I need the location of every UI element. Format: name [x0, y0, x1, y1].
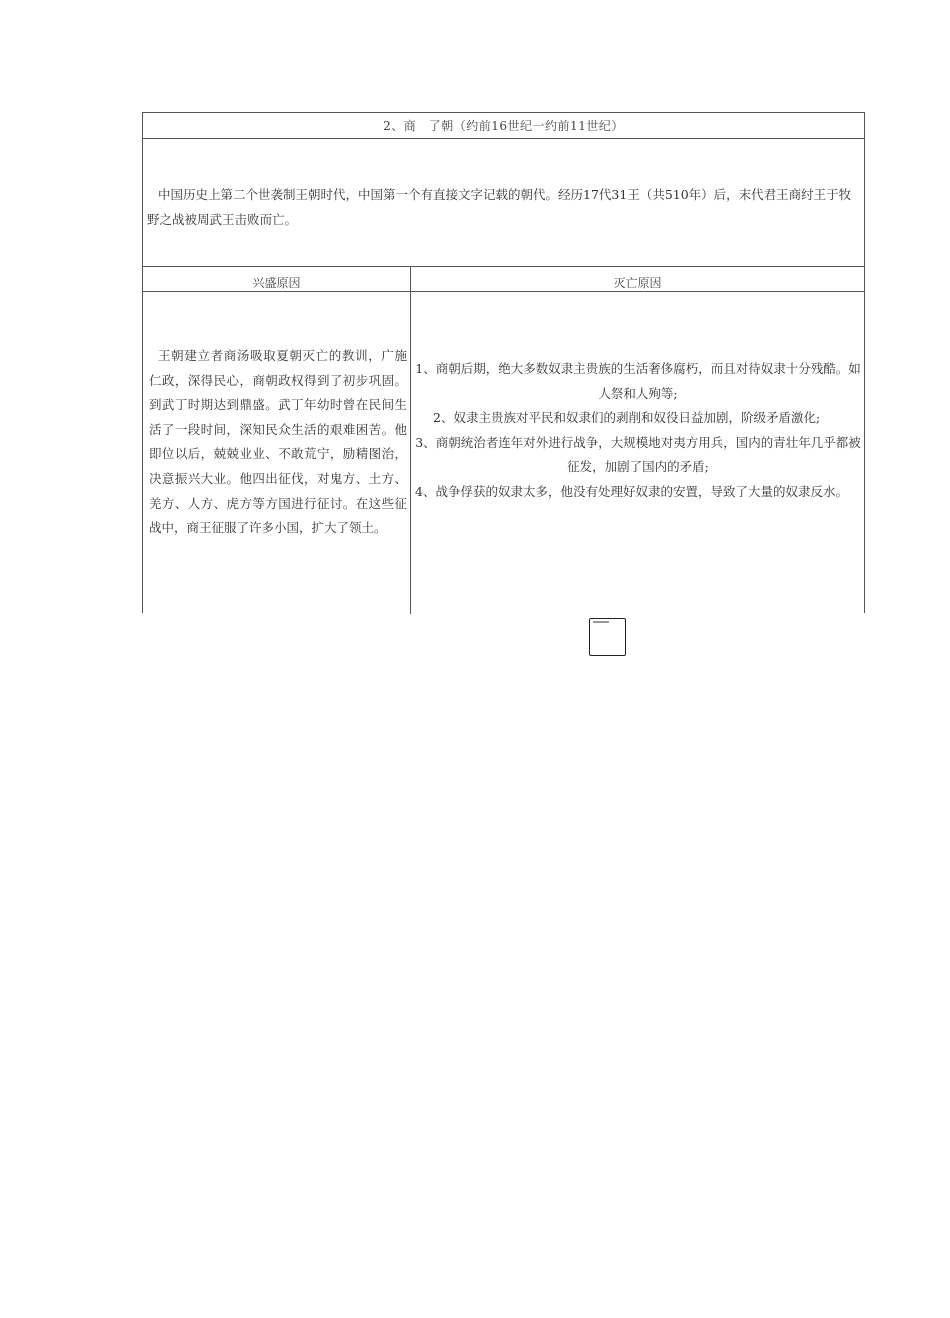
intro-cell	[143, 139, 864, 267]
fall-reason-item: 1、商朝后期，绝大多数奴隶主贵族的生活奢侈腐朽，而且对待奴隶十分残酷。如人祭和人殉等;	[415, 361, 861, 401]
fall-reason-item: 3、商朝统治者连年对外进行战争，大规模地对夷方用兵，国内的青壮年几乎都被征发，加剧了国内的矛盾;	[415, 434, 861, 475]
fall-reason-item: 4、战争俘获的奴隶太多，他没有处理好奴隶的安置，导致了大量的奴隶反水。	[415, 483, 848, 499]
placeholder-mark	[593, 621, 609, 623]
fall-reasons-list	[415, 357, 861, 505]
rise-reasons-header: 兴盛原因	[252, 276, 301, 290]
intro-text: 中国历史上第二个世袭制王朝时代，中国第一个有直接文字记载的朝代。经历17代31王（共510年）后，末代君王商纣王于牧野之战被周武王击败而亡。	[147, 187, 852, 227]
table-title: 2、商 了朝（约前16世纪一约前11世纪）	[143, 113, 864, 139]
rise-reasons-text: 王朝建立者商汤吸取夏朝灭亡的教训，广施仁政，深得民心，商朝政权得到了初步巩固。到武丁时期达到鼎盛。武丁年幼时曾在民间生活了一段时间，深知民众生活的艰难困苦。他即位以后，兢兢业业、不敢荒宁，励精图治，决意振兴大业。他四出征伐，对鬼方、土方、羌方、人方、虎方等方国进行征讨。在这些征战中，商王征服了许多小国，扩大了领土。	[149, 348, 407, 536]
header-row	[143, 267, 864, 292]
fall-reason-item: 2、奴隶主贵族对平民和奴隶们的剥削和奴役日益加剧，阶级矛盾激化;	[433, 410, 821, 426]
fall-reasons-header: 灭亡原因	[613, 276, 662, 290]
image-placeholder-icon	[589, 618, 626, 656]
column-divider	[410, 267, 411, 614]
dynasty-table	[142, 112, 865, 613]
